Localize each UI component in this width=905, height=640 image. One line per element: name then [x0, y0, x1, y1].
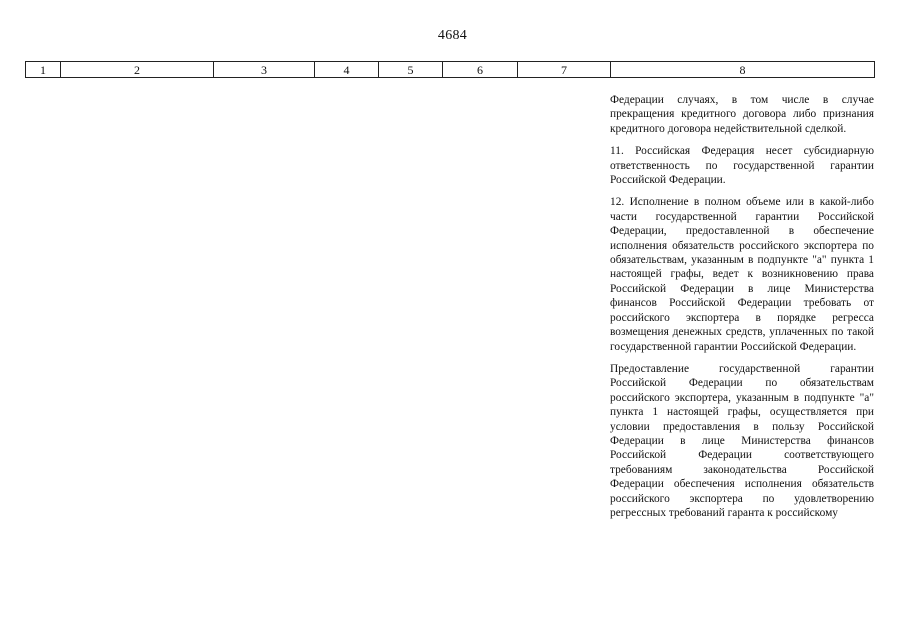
column-number-2: 2 — [61, 62, 214, 78]
column-number-5: 5 — [379, 62, 443, 78]
paragraph-guarantee-conditions: Предоставление государственной гарантии Российской Федерации по обязательствам российского экспортера, указанным в подпункте "а" пункта 1 настоящей графы, осуществляется при условии предоставления в пользу Российской Федерации в лице Министерства финансов Российской Федерации соответствующего требованиям законодательства Российской Федерации обеспечения исполнения обязательств российского экспортера по удовлетворению регрессных требований гаранта к российскому — [610, 362, 874, 519]
column-number-8: 8 — [611, 62, 875, 78]
column-number-row — [26, 62, 875, 78]
paragraph-item-11: 11. Российская Федерация несет субсидиарную ответственность по государственной гарантии Российской Федерации. — [610, 145, 874, 187]
column-number-3: 3 — [214, 62, 315, 78]
column-number-header-table — [25, 61, 875, 78]
column-number-6: 6 — [443, 62, 518, 78]
page-number: 4684 — [437, 28, 468, 43]
column-number-4: 4 — [315, 62, 379, 78]
column-number-1: 1 — [26, 62, 61, 78]
column-number-7: 7 — [518, 62, 611, 78]
paragraph-item-12: 12. Исполнение в полном объеме или в какой-либо части государственной гарантии Российской Федерации, предоставленной в обеспечение исполнения обязательств российского экспортера по обязательствам, указанным в подпункте "а" пункта 1 настоящей графы, ведет к возникновению права Российской Федерации в лице Министерства финансов Российской Федерации требовать от российского экспортера в порядке регресса возмещения денежных средств, уплаченных по такой государственной гарантии Российской Федерации. — [610, 196, 874, 353]
paragraph-continuation: Федерации случаях, в том числе в случае прекращения кредитного договора либо признания кредитного договора недействительной сделкой. — [610, 94, 874, 135]
column-8-text — [610, 93, 874, 528]
